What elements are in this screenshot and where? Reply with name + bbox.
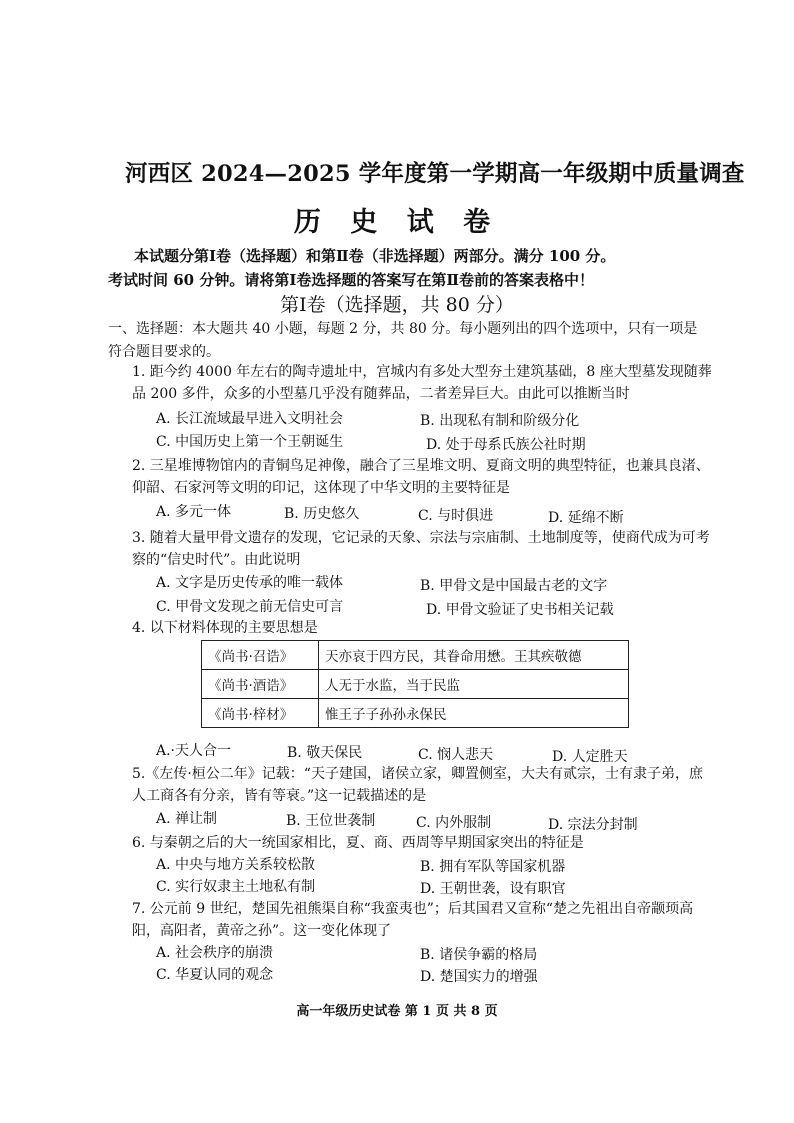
q4-option-c: C. 悯人悲天 — [418, 747, 494, 763]
question-2-stem: 2. 三星堆博物馆内的青铜鸟足神像，融合了三星堆文明、夏商文明的典型特征，也兼具良渚、仰韶、石家河等文明的印记，这体现了中华文明的主要特征是 — [132, 458, 710, 496]
q4-option-d: D. 人定胜天 — [552, 749, 628, 765]
exam-intro-line2: 考试时间 60 分钟。请将第Ⅰ卷选择题的答案写在第Ⅱ卷前的答案表格中！ — [108, 271, 594, 289]
q4-source-table — [201, 640, 629, 728]
question-5-stem: 5.《左传·桓公二年》记载：“天子建国，诸侯立家，卿置侧室，大夫有贰宗，士有隶子弟，庶人工商各有分亲，皆有等衰。”这一记载描述的是 — [132, 766, 703, 804]
exam-intro-line1: 本试题分第Ⅰ卷（选择题）和第Ⅱ卷（非选择题）两部分。满分 100 分。 — [134, 247, 616, 265]
q7-option-a: A. 社会秩序的崩溃 — [156, 945, 274, 961]
q7-option-c: C. 华夏认同的观念 — [156, 967, 274, 983]
q4-option-a: A.·天人合一 — [156, 743, 232, 759]
question-7-stem: 7. 公元前 9 世纪，楚国先祖熊渠自称“我蛮夷也”；后其国君又宣称“楚之先祖出自帝颛顼高阳，高阳者，黄帝之孙”。这一变化体现了 — [132, 901, 694, 939]
table-cell: 惟王子子孙孙永保民 — [319, 699, 629, 728]
q6-option-d: D. 王朝世袭，设有职官 — [420, 881, 566, 897]
q5-option-b: B. 王位世袭制 — [286, 813, 376, 829]
q3-option-c: C. 甲骨文发现之前无信史可言 — [156, 599, 344, 615]
table-cell: 天亦哀于四方民，其眷命用懋。王其疾敬德 — [319, 641, 629, 670]
q7-option-b: B. 诸侯争霸的格局 — [420, 947, 538, 963]
table-row — [202, 670, 629, 699]
section-instructions: 一、选择题：本大题共 40 小题，每题 2 分，共 80 分。每小题列出的四个选项中，只有一项是符合题目要求的。 — [108, 321, 698, 360]
table-cell: 《尚书·召诰》 — [202, 641, 319, 670]
section-heading: 第Ⅰ卷（选择题，共 80 分） — [280, 294, 514, 316]
exam-subtitle: 历 史 试 卷 — [293, 207, 501, 238]
table-cell: 人无于水监，当于民监 — [319, 670, 629, 699]
page-footer: 高一年级历史试卷 第 1 页 共 8 页 — [296, 1004, 498, 1019]
q6-option-b: B. 拥有军队等国家机器 — [420, 859, 566, 875]
q6-option-a: A. 中央与地方关系较松散 — [156, 857, 316, 873]
table-cell: 《尚书·梓材》 — [202, 699, 319, 728]
table-cell: 《尚书·酒诰》 — [202, 670, 319, 699]
q1-option-b: B. 出现私有制和阶级分化 — [420, 413, 580, 429]
q2-option-d: D. 延绵不断 — [548, 510, 624, 526]
q1-option-c: C. 中国历史上第一个王朝诞生 — [156, 434, 344, 450]
q3-option-b: B. 甲骨文是中国最古老的文字 — [420, 578, 608, 594]
q2-option-b: B. 历史悠久 — [284, 506, 360, 522]
question-4-stem: 4. 以下材料体现的主要思想是 — [132, 620, 318, 636]
question-3-stem: 3. 随着大量甲骨文遗存的发现，它记录的天象、宗法与宗庙制、土地制度等，使商代成为可考察的“信史时代”。由此说明 — [132, 530, 710, 568]
q7-option-d: D. 楚国实力的增强 — [420, 969, 538, 985]
question-6-stem: 6. 与秦朝之后的大一统国家相比，夏、商、西周等早期国家突出的特征是 — [132, 835, 584, 851]
question-1-stem: 1. 距今约 4000 年左右的陶寺遗址中，宫城内有多处大型夯土建筑基础，8 座大型墓发现随葬品 200 多件，众多的小型墓几乎没有随葬品，二者差异巨大。由此可以推断当时 — [132, 364, 712, 402]
q6-option-c: C. 实行奴隶主土地私有制 — [156, 879, 316, 895]
q3-option-d: D. 甲骨文验证了史书相关记载 — [426, 602, 614, 618]
q4-option-b: B. 敬天保民 — [287, 745, 363, 761]
q5-option-a: A. 禅让制 — [156, 811, 218, 827]
table-row — [202, 641, 629, 670]
table-row — [202, 699, 629, 728]
q3-option-a: A. 文字是历史传承的唯一载体 — [156, 575, 344, 591]
exam-title: 河西区 2024—2025 学年度第一学期高一年级期中质量调查 — [125, 161, 745, 187]
q5-option-c: C. 内外服制 — [416, 815, 492, 831]
q1-option-a: A. 长江流域最早进入文明社会 — [156, 411, 344, 427]
q5-option-d: D. 宗法分封制 — [548, 817, 638, 833]
q2-option-a: A. 多元一体 — [156, 504, 232, 520]
q2-option-c: C. 与时俱进 — [418, 508, 494, 524]
q1-option-d: D. 处于母系氏族公社时期 — [426, 437, 586, 453]
